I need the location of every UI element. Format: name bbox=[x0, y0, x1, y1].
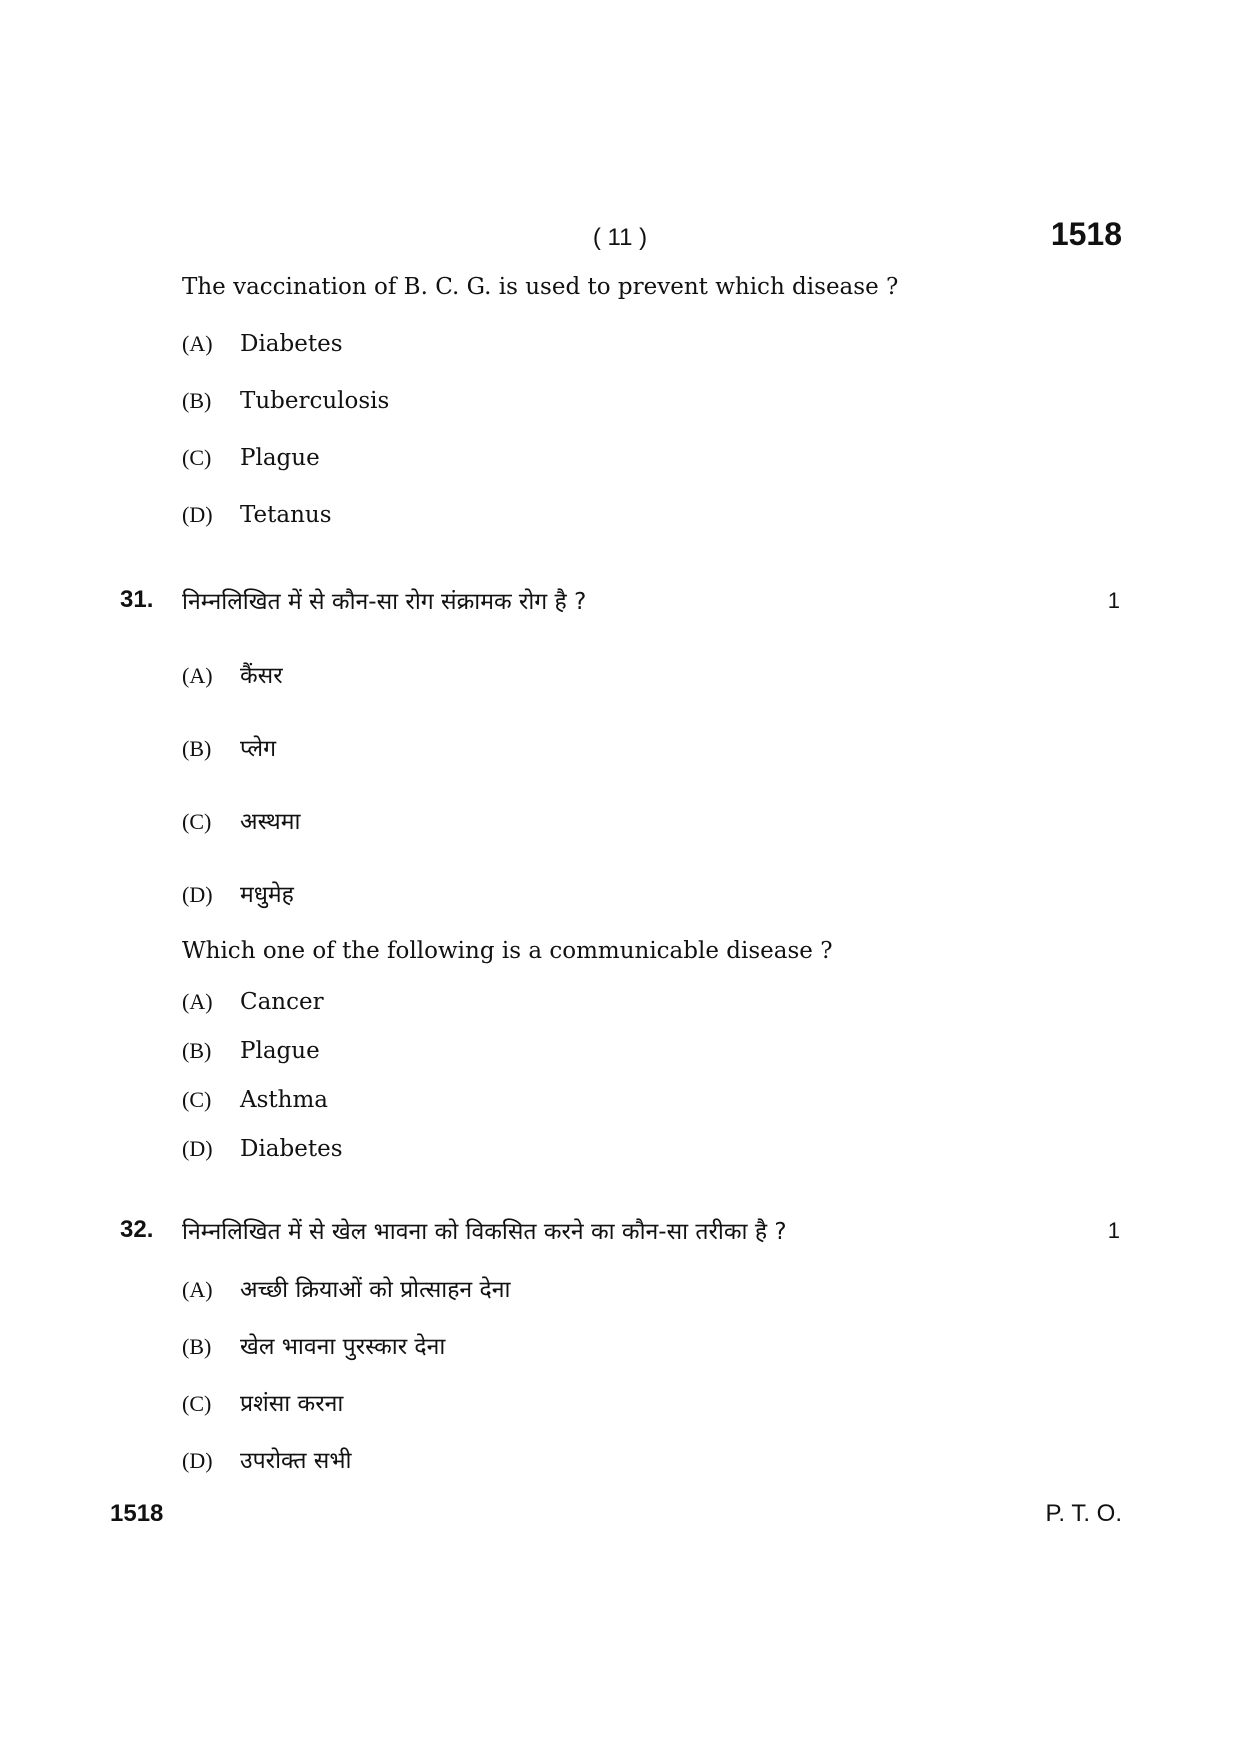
option-text: Asthma bbox=[240, 1087, 328, 1113]
option-letter: (B) bbox=[182, 388, 212, 413]
option-text: Diabetes bbox=[240, 331, 343, 357]
q32-hindi-option-b bbox=[182, 1329, 445, 1361]
option-letter: (C) bbox=[182, 1087, 212, 1112]
option-text: कैंसर bbox=[240, 663, 283, 689]
q30-option-d bbox=[182, 502, 332, 528]
q32-hindi-option-d bbox=[182, 1443, 351, 1475]
option-letter: (A) bbox=[182, 331, 213, 356]
question-31-marks: 1 bbox=[1107, 588, 1120, 613]
option-text: उपरोक्त सभी bbox=[240, 1448, 352, 1474]
option-text: Tuberculosis bbox=[240, 388, 390, 414]
option-letter: (D) bbox=[182, 1448, 213, 1473]
option-letter: (C) bbox=[182, 445, 212, 470]
question-31-number: 31. bbox=[120, 586, 154, 613]
option-text: Plague bbox=[240, 1038, 320, 1064]
option-text: खेल भावना पुरस्कार देना bbox=[240, 1334, 446, 1360]
option-text: Plague bbox=[240, 445, 320, 471]
paper-code-header: 1518 bbox=[1050, 216, 1122, 252]
question-30-english-text: The vaccination of B. C. G. is used to prevent which disease ? bbox=[182, 274, 899, 300]
option-letter: (A) bbox=[182, 989, 213, 1014]
question-32-number: 32. bbox=[120, 1216, 154, 1243]
q32-hindi-option-c bbox=[182, 1386, 343, 1418]
q31-hindi-option-a bbox=[182, 658, 283, 690]
option-text: Cancer bbox=[240, 989, 324, 1015]
q32-hindi-option-a bbox=[182, 1272, 510, 1304]
option-letter: (B) bbox=[182, 1334, 212, 1359]
option-text: Diabetes bbox=[240, 1136, 343, 1162]
option-text: प्रशंसा करना bbox=[240, 1391, 344, 1417]
option-letter: (B) bbox=[182, 736, 212, 761]
q31-english-option-a bbox=[182, 989, 324, 1015]
option-letter: (C) bbox=[182, 809, 212, 834]
option-letter: (D) bbox=[182, 502, 213, 527]
q31-hindi-option-b bbox=[182, 731, 276, 763]
q30-option-b bbox=[182, 388, 389, 414]
q31-hindi-option-c bbox=[182, 804, 300, 836]
option-letter: (D) bbox=[182, 882, 213, 907]
question-31-english-text: Which one of the following is a communicable disease ? bbox=[182, 938, 833, 964]
question-31-hindi-text: निम्नलिखित में से कौन-सा रोग संक्रामक रोग है ? bbox=[182, 589, 587, 615]
option-letter: (B) bbox=[182, 1038, 212, 1063]
question-32-hindi-text: निम्नलिखित में से खेल भावना को विकसित करने का कौन-सा तरीका है ? bbox=[182, 1219, 787, 1245]
q31-hindi-option-d bbox=[182, 877, 294, 909]
option-text: मधुमेह bbox=[240, 882, 294, 908]
option-letter: (A) bbox=[182, 663, 213, 688]
q30-option-a bbox=[182, 331, 343, 357]
q31-english-option-b bbox=[182, 1038, 320, 1064]
option-text: अस्थमा bbox=[240, 809, 301, 835]
option-letter: (C) bbox=[182, 1391, 212, 1416]
option-letter: (A) bbox=[182, 1277, 213, 1302]
q31-english-option-c bbox=[182, 1087, 328, 1113]
option-text: अच्छी क्रियाओं को प्रोत्साहन देना bbox=[240, 1277, 511, 1303]
option-letter: (D) bbox=[182, 1136, 213, 1161]
page-number: ( 11 ) bbox=[592, 224, 648, 251]
question-32-marks: 1 bbox=[1107, 1218, 1120, 1243]
q30-option-c bbox=[182, 445, 320, 471]
q31-english-option-d bbox=[182, 1136, 343, 1162]
option-text: Tetanus bbox=[240, 502, 332, 528]
please-turn-over: P. T. O. bbox=[1045, 1500, 1122, 1527]
option-text: प्लेग bbox=[240, 736, 277, 762]
paper-code-footer: 1518 bbox=[110, 1500, 164, 1527]
